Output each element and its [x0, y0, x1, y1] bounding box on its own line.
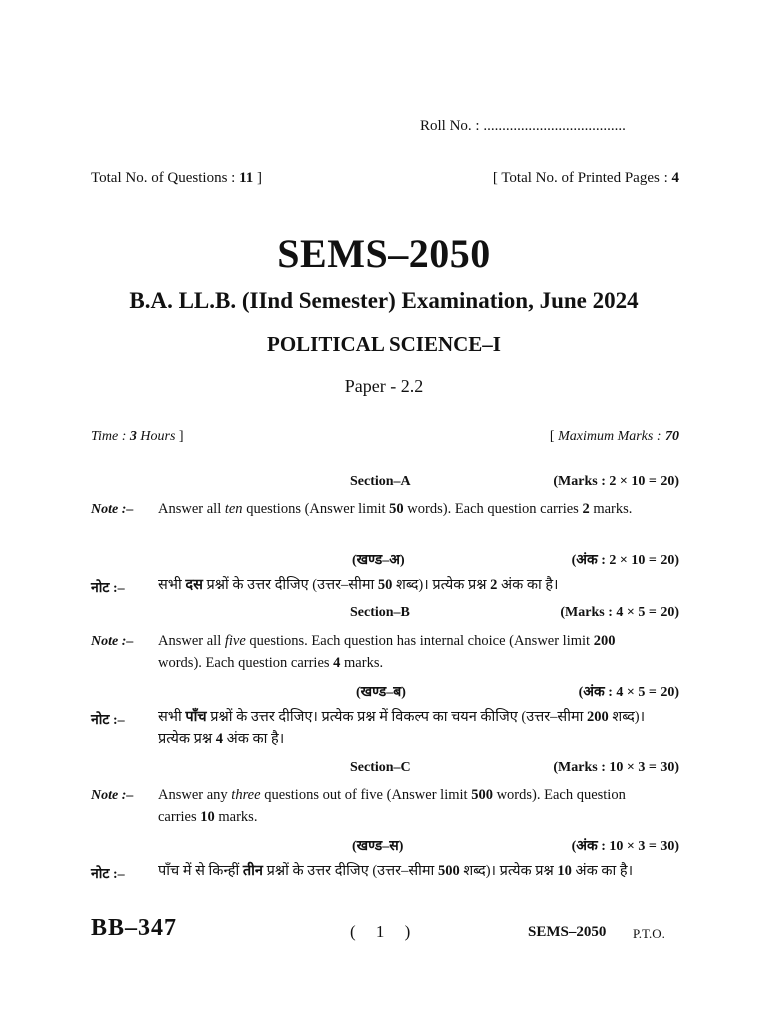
section-a-note-label: Note :–: [91, 502, 134, 517]
section-b-note-label-hindi: नोट :–: [91, 713, 125, 728]
time-value: 3: [129, 429, 137, 444]
section-c-marks-hindi: (अंक : 10 × 3 = 30): [571, 839, 679, 854]
total-pages: [493, 170, 679, 187]
section-b-note-hindi: सभी पाँच प्रश्नों के उत्तर दीजिए। प्रत्येक प्रश्न में विकल्प का चयन कीजिए (उत्तर–सीमा 200 शब्द)। प्रत्येक प्रश्न 4 अंक का है।: [158, 709, 646, 747]
section-a-marks-hindi: (अंक : 2 × 10 = 20): [571, 553, 679, 568]
footer-exam-code: SEMS–2050: [528, 924, 607, 940]
roll-number-field: [420, 118, 626, 135]
maximum-marks: [ Maximum Marks : 70: [549, 429, 679, 444]
total-questions-label: Total No. of Questions :: [91, 170, 236, 186]
total-pages-label: [ Total No. of Printed Pages :: [492, 170, 668, 186]
section-c-note-label-hindi: नोट :–: [91, 867, 125, 882]
max-marks-label: Maximum Marks :: [558, 429, 662, 444]
page-number: ( 1 ): [350, 922, 419, 941]
total-pages-value: 4: [671, 170, 679, 186]
total-questions: Total No. of Questions : 11 ]: [91, 170, 263, 186]
section-c-note-hindi: पाँच में से किन्हीं तीन प्रश्नों के उत्तर दीजिए (उत्तर–सीमा 500 शब्द)। प्रत्येक प्रश्न 10 अंक का है।: [158, 863, 634, 879]
time-label: Time :: [91, 429, 127, 444]
roll-number-dots: ......................................: [483, 118, 626, 134]
section-a-label-hindi: (खण्ड–अ): [352, 553, 405, 568]
pto-label: P.T.O.: [633, 926, 665, 941]
exam-title: B.A. LL.B. (IInd Semester) Examination, June 2024: [129, 288, 639, 313]
section-a-label: Section–A: [350, 474, 411, 489]
footer-paper-code: BB–347: [91, 915, 178, 941]
section-b-note-label: Note :–: [91, 634, 134, 649]
paper-code-title: SEMS–2050: [277, 231, 491, 276]
section-c-label: Section–C: [350, 760, 411, 775]
section-b-note-en: Answer all five questions. Each question has internal choice (Answer limit 200 words). Each question carries 4 marks.: [158, 633, 616, 671]
section-a-note-label-hindi: नोट :–: [91, 581, 125, 596]
section-b-marks-hindi: (अंक : 4 × 5 = 20): [578, 685, 679, 700]
time-allowed: Time : 3 Hours ]: [91, 429, 184, 444]
section-c-label-hindi: (खण्ड–स): [352, 839, 404, 854]
section-b-label: Section–B: [350, 605, 410, 620]
section-a-note-en: Answer all ten questions (Answer limit 50 words). Each question carries 2 marks.: [158, 501, 633, 517]
roll-number-label: Roll No. :: [420, 118, 480, 134]
section-b-label-hindi: (खण्ड–ब): [356, 685, 406, 700]
time-unit: Hours: [140, 429, 176, 444]
section-a-note-hindi: सभी दस प्रश्नों के उत्तर दीजिए (उत्तर–सीमा 50 शब्द)। प्रत्येक प्रश्न 2 अंक का है।: [158, 577, 559, 593]
max-marks-value: 70: [665, 429, 679, 444]
total-questions-value: 11: [239, 170, 254, 186]
paper-number: Paper - 2.2: [344, 376, 424, 396]
section-c-note-en: Answer any three questions out of five (Answer limit 500 words). Each question carries 10 marks.: [158, 787, 626, 825]
subject-title: POLITICAL SCIENCE–I: [267, 332, 501, 356]
section-c-note-label: Note :–: [91, 788, 134, 803]
section-c-marks: (Marks : 10 × 3 = 30): [553, 760, 679, 775]
section-b-marks: (Marks : 4 × 5 = 20): [560, 605, 679, 620]
section-a-marks: (Marks : 2 × 10 = 20): [553, 474, 679, 489]
